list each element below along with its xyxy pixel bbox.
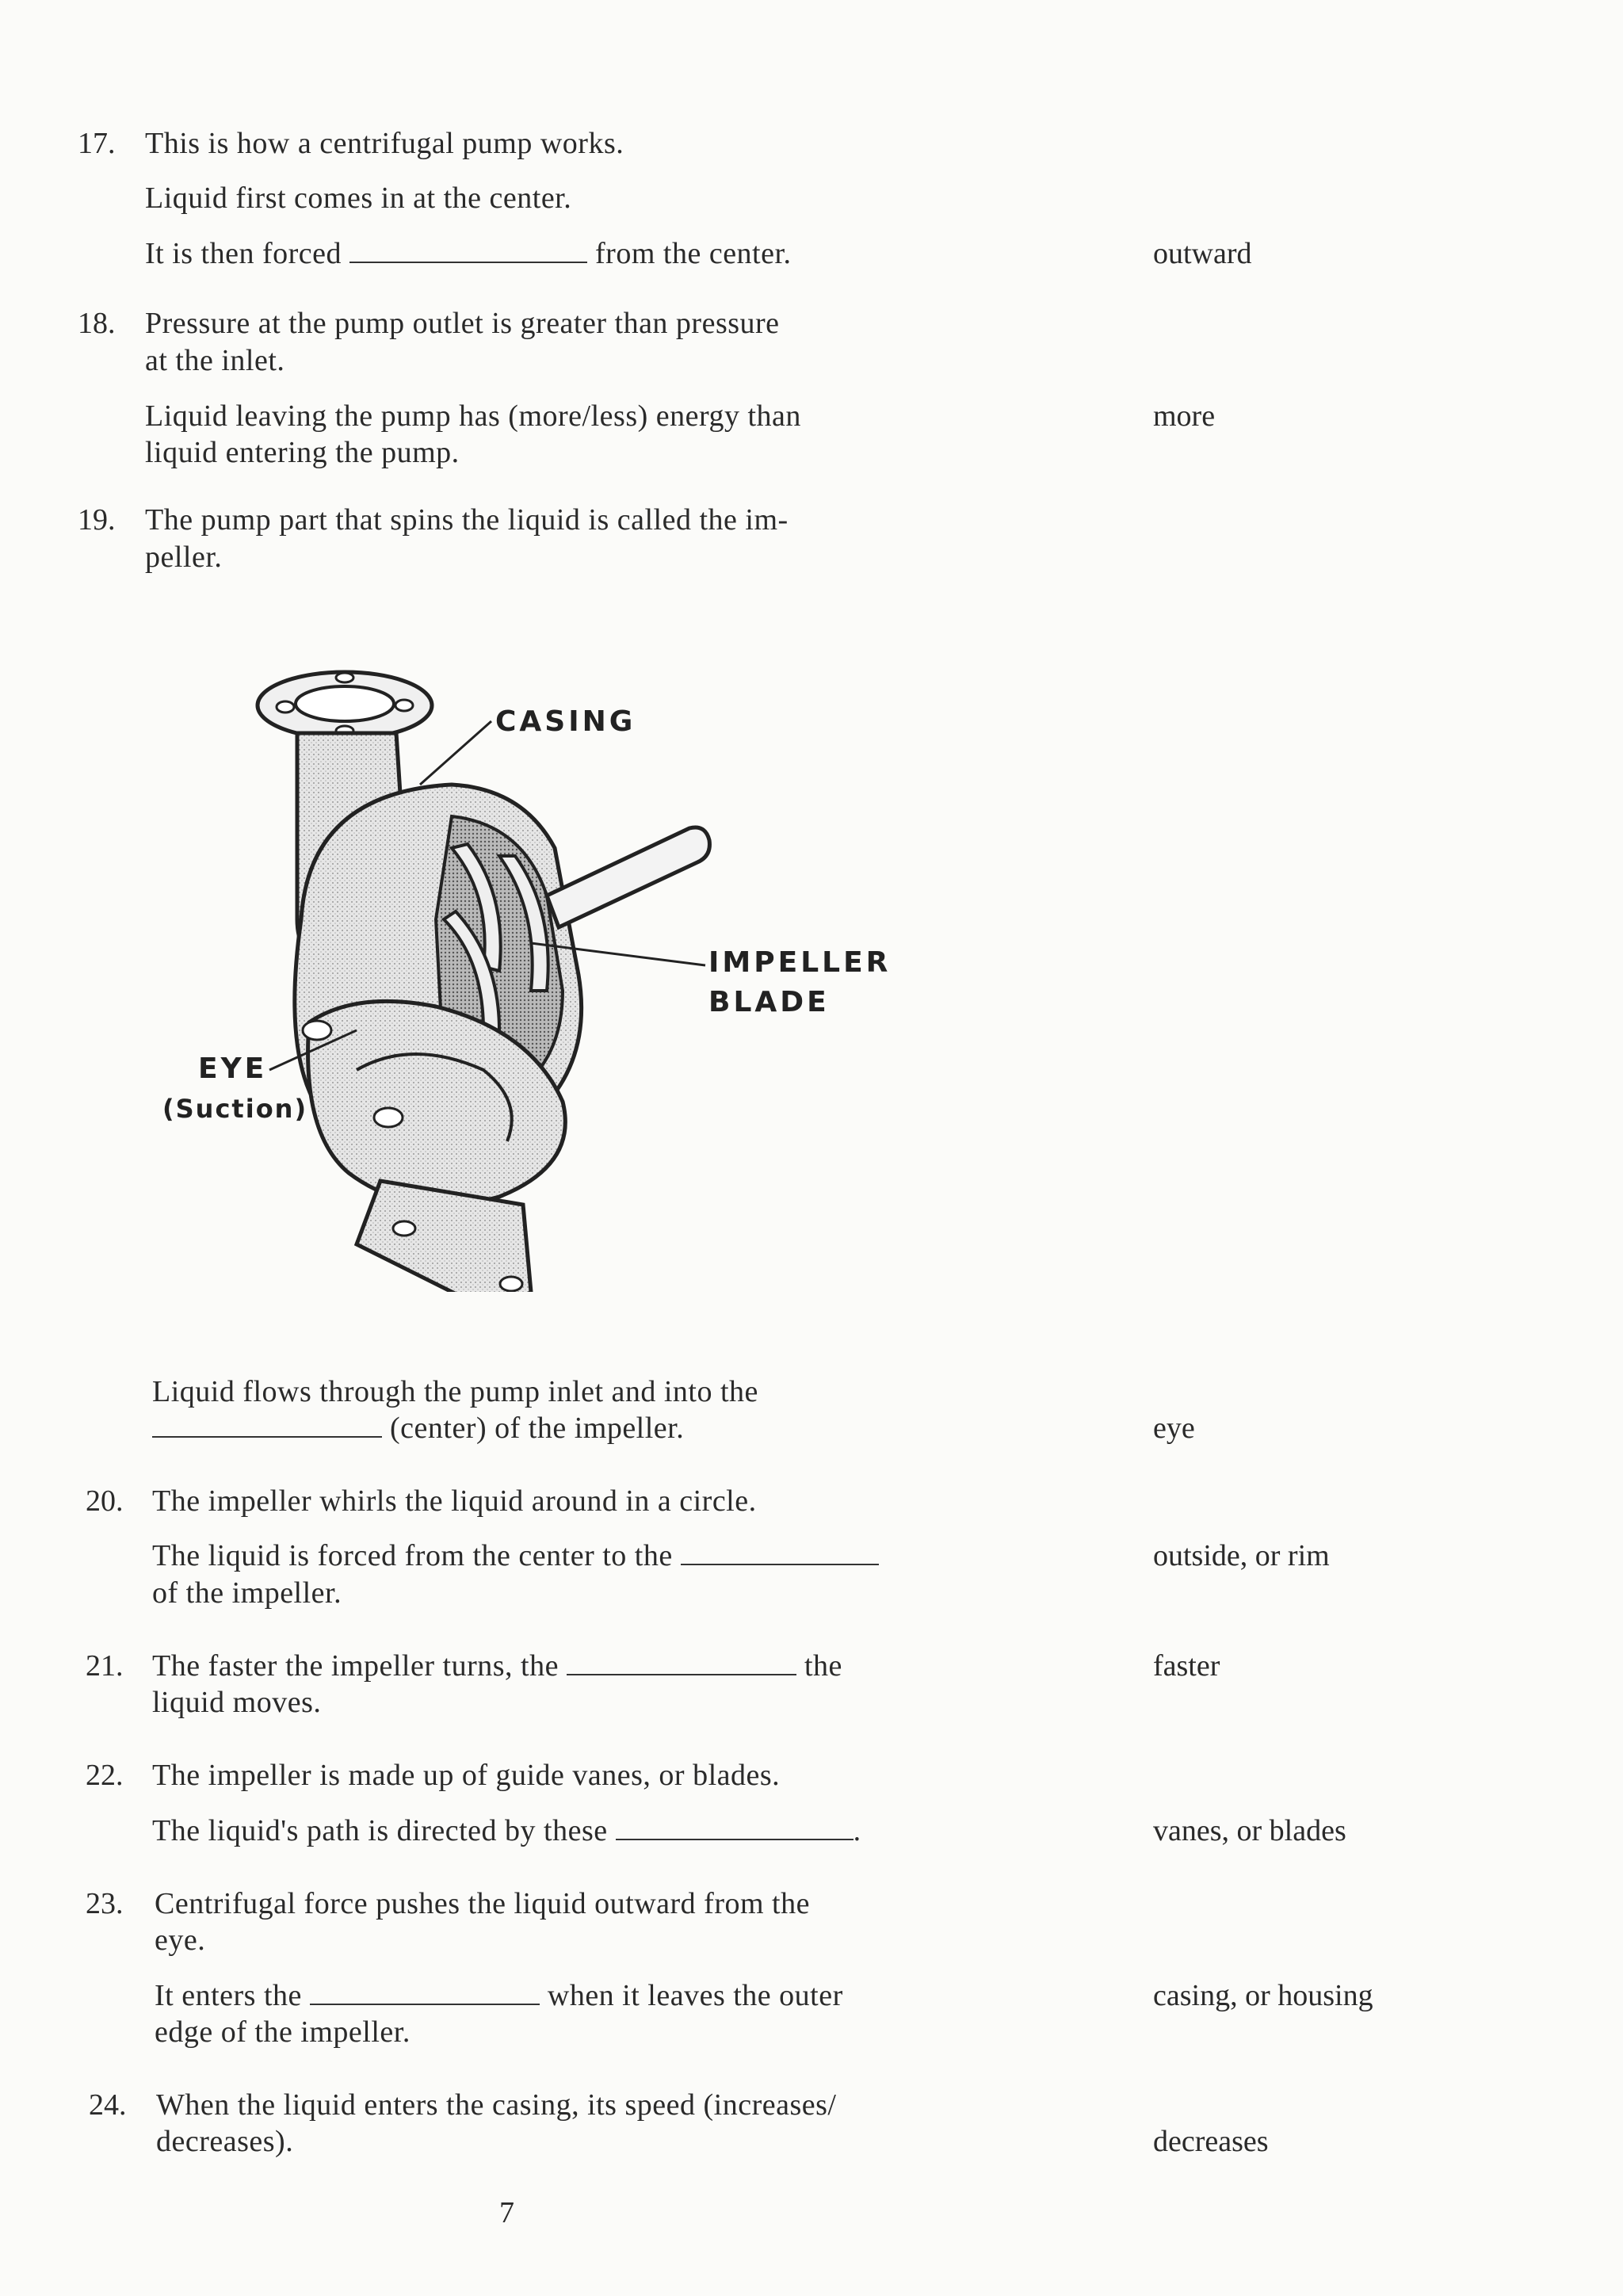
- item-17-line2: Liquid first comes in at the center.: [145, 181, 572, 215]
- item-20-line2-wrap: [152, 1538, 879, 1574]
- item-19-line4: (center) of the impeller.: [390, 1412, 685, 1445]
- item-18-line4: liquid entering the pump.: [145, 436, 460, 469]
- impeller-label-line2: BLADE: [708, 986, 830, 1018]
- item-20-blank: [681, 1540, 879, 1565]
- item-18-number: 18.: [78, 307, 116, 340]
- item-20-answer: outside, or rim: [1153, 1539, 1330, 1572]
- item-22-answer: vanes, or blades: [1153, 1814, 1346, 1847]
- item-22-blank: [616, 1815, 854, 1840]
- item-23-blank: [310, 1980, 540, 2005]
- item-17-line1: This is how a centrifugal pump works.: [145, 127, 624, 160]
- item-22-line2: The liquid's path is directed by these: [152, 1814, 608, 1847]
- item-23-line3-b: when it leaves the outer: [547, 1979, 843, 2012]
- item-18-answer: more: [1153, 399, 1216, 433]
- item-17-line3: [145, 235, 792, 272]
- pump-base: [357, 1181, 531, 1292]
- item-20-line1: The impeller whirls the liquid around in a circle.: [152, 1484, 757, 1518]
- impeller-label-line1: IMPELLER: [708, 946, 892, 979]
- item-24-number: 24.: [89, 2088, 127, 2122]
- item-21-blank: [567, 1650, 796, 1675]
- item-17-line3-b: from the center.: [595, 237, 792, 270]
- item-18-line1: Pressure at the pump outlet is greater than pressure: [145, 307, 780, 340]
- item-22-line2-wrap: The liquid's path is directed by these .: [152, 1814, 861, 1847]
- item-23-line4: edge of the impeller.: [155, 2015, 411, 2049]
- item-20-line3: of the impeller.: [152, 1576, 342, 1610]
- item-18-line2: at the inlet.: [145, 344, 285, 377]
- item-19-line1: The pump part that spins the liquid is called the im-: [145, 503, 789, 537]
- item-19-answer: eye: [1153, 1412, 1195, 1445]
- item-19-line2: peller.: [145, 541, 223, 574]
- suction-label: (Suction): [162, 1094, 308, 1124]
- centrifugal-pump-diagram: [151, 658, 927, 1292]
- item-23-line3-a: It enters the: [155, 1979, 302, 2012]
- item-21-line1-a: The faster the impeller turns, the: [152, 1649, 559, 1683]
- item-23-line1: Centrifugal force pushes the liquid outward from the: [155, 1887, 810, 1920]
- item-24-answer: decreases: [1153, 2125, 1269, 2158]
- outlet-flange: [258, 672, 432, 739]
- item-19-line4-wrap: [152, 1410, 684, 1446]
- casing-leader-line: [420, 721, 491, 785]
- item-21-line2: liquid moves.: [152, 1686, 322, 1719]
- pump-shaft: [547, 827, 709, 927]
- item-17-number: 17.: [78, 127, 116, 160]
- item-23-line2: eye.: [155, 1924, 206, 1957]
- item-22-line1: The impeller is made up of guide vanes, or blades.: [152, 1759, 781, 1792]
- page-number: 7: [499, 2196, 514, 2229]
- item-17-line3-a: It is then forced: [145, 237, 342, 270]
- item-17-answer: outward: [1153, 237, 1252, 270]
- item-19-blank: [152, 1412, 382, 1438]
- eye-label: EYE: [198, 1052, 268, 1085]
- item-21-line1-b: the: [804, 1649, 842, 1683]
- item-20-number: 20.: [86, 1484, 124, 1518]
- item-21-line1-wrap: [152, 1648, 842, 1684]
- item-23-number: 23.: [86, 1887, 124, 1920]
- item-23-line3-wrap: [155, 1977, 843, 2014]
- item-19-line3: Liquid flows through the pump inlet and into the: [152, 1375, 758, 1408]
- item-20-line2: The liquid is forced from the center to the: [152, 1539, 673, 1572]
- item-19-number: 19.: [78, 503, 116, 537]
- item-17-blank: [349, 238, 587, 263]
- casing-label: CASING: [495, 705, 636, 738]
- item-21-answer: faster: [1153, 1649, 1220, 1683]
- item-22-number: 22.: [86, 1759, 124, 1792]
- item-18-line3: Liquid leaving the pump has (more/less) energy than: [145, 399, 801, 433]
- item-24-line2: decreases).: [156, 2125, 294, 2158]
- item-21-number: 21.: [86, 1649, 124, 1683]
- item-23-answer: casing, or housing: [1153, 1979, 1373, 2012]
- item-24-line1: When the liquid enters the casing, its speed (increases/: [156, 2088, 837, 2122]
